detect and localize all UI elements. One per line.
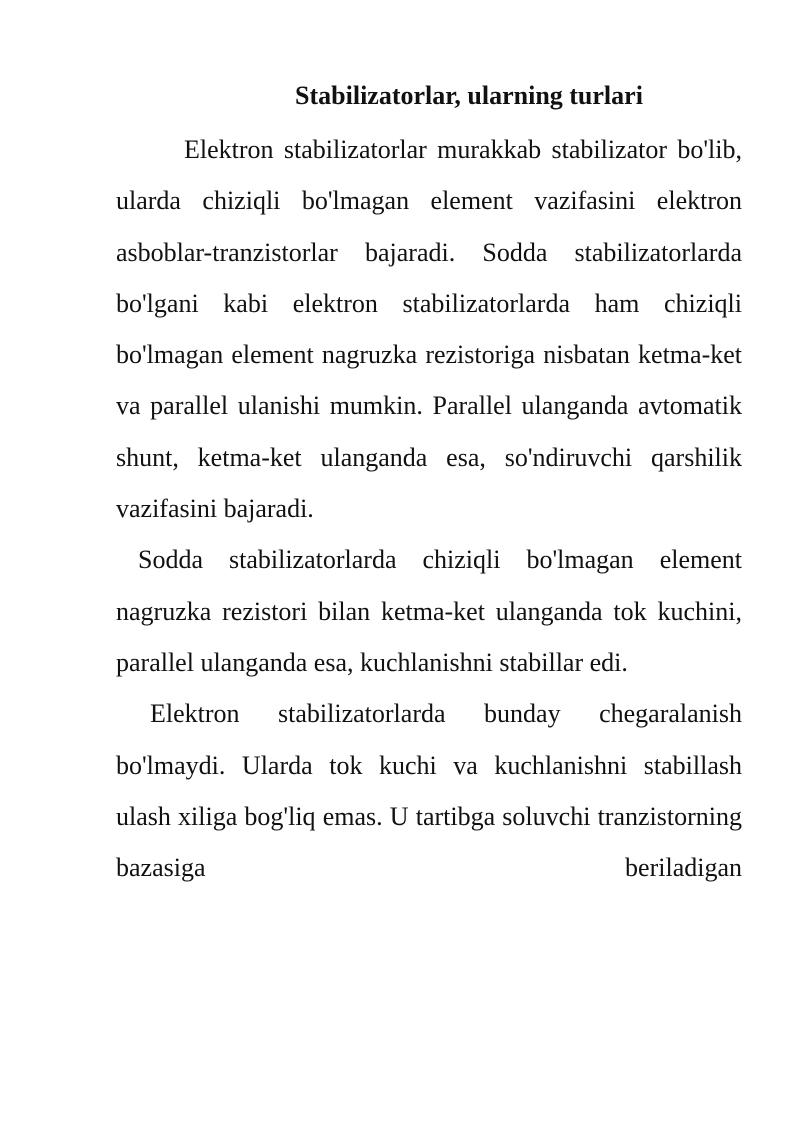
- document-page: [116, 72, 742, 893]
- paragraph-1: Elektron stabilizatorlar murakkab stabilizator bo'lib, ularda chiziqli bo'lmagan element vazifasini elektron asboblar-tranzistorlar bajaradi. Sodda stabilizatorlarda bo'lgani kabi elektron stabilizatorlarda ham chiziqli bo'lmagan element nagruzka rezistoriga nisbatan ketma-ket va parallel ulanishi mumkin. Parallel ulanganda avtomatik shunt, ketma-ket ulanganda esa, so'ndiruvchi qarshilik vazifasini bajaradi.: [116, 135, 742, 524]
- paragraph-2: Sodda stabilizatorlarda chiziqli bo'lmagan element nagruzka rezistori bilan ketma-ket ulanganda tok kuchini, parallel ulanganda esa, kuchlanishni stabillar edi.: [116, 545, 742, 677]
- document-title: Stabilizatorlar, ularning turlari: [295, 81, 643, 110]
- paragraph-3: Elektron stabilizatorlarda bunday chegaralanish bo'lmaydi. Ularda tok kuchi va kuchlanishni stabillash ulash xiliga bog'liq emas. U tartibga soluvchi tranzistorning bazasiga beriladigan: [116, 699, 742, 883]
